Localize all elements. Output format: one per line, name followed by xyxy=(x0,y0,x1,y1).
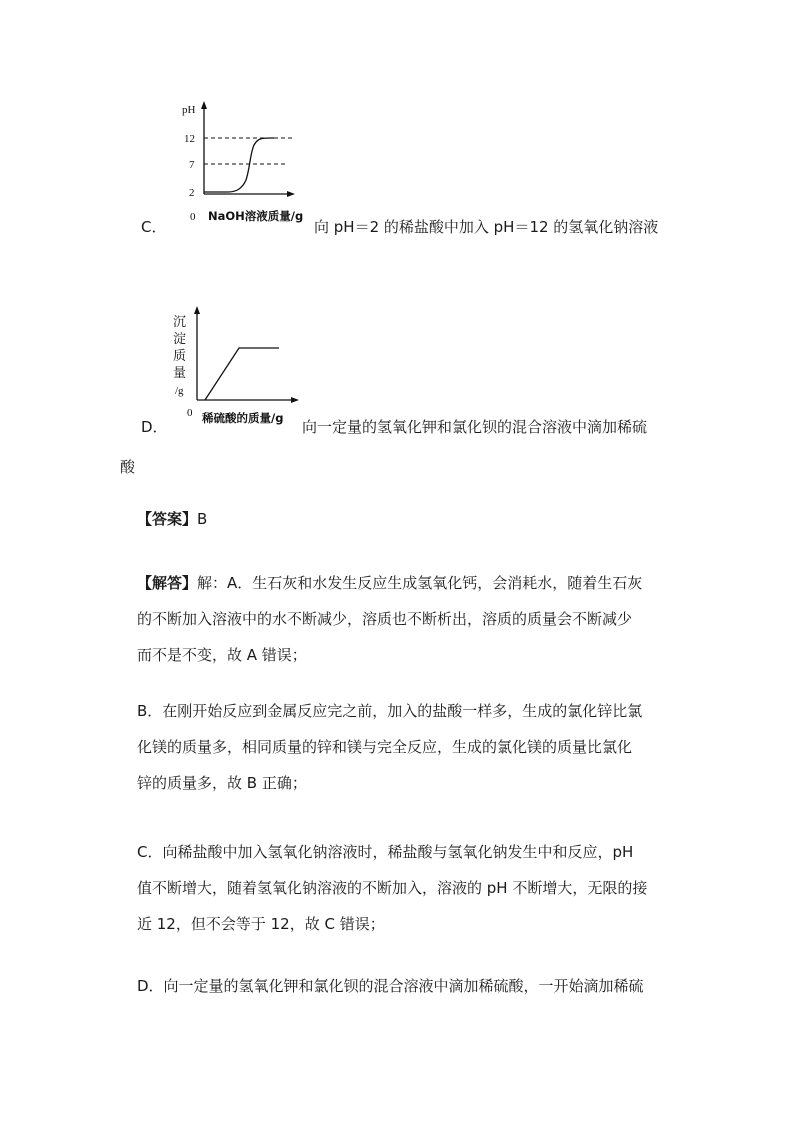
ph-curve-graph xyxy=(170,98,320,228)
analysis-line: 近 12，但不会等于 12，故 C 错误； xyxy=(137,915,385,933)
y-axis-arrow xyxy=(201,101,207,109)
answer-label: 【答案】 xyxy=(137,510,198,528)
option-d-letter: D． xyxy=(141,418,168,436)
analysis-label: 【解答】 xyxy=(137,574,198,592)
y-label-char: 沉 xyxy=(173,315,187,330)
analysis-line: 值不断增大，随着氢氧化钠溶液的不断加入，溶液的 pH 不断增大，无限的接 xyxy=(137,879,648,897)
precipitate-line xyxy=(205,348,279,400)
option-c-letter: C． xyxy=(141,218,167,236)
analysis-line: B．在刚开始反应到金属反应完之前，加入的盐酸一样多，生成的氯化锌比氯 xyxy=(137,702,643,720)
y-label-char: 淀 xyxy=(173,332,187,347)
y-label-char: /g xyxy=(175,385,184,397)
ph-curve xyxy=(204,138,274,192)
analysis-para-d xyxy=(137,968,677,1004)
origin-label: 0 xyxy=(190,211,196,223)
option-c-text: 向 pH＝2 的稀盐酸中加入 pH＝12 的氢氧化钠溶液 xyxy=(314,218,659,236)
y-label: pH xyxy=(182,104,196,116)
y-label-char: 质 xyxy=(173,349,187,364)
analysis-line: 而不是不变，故 A 错误； xyxy=(137,646,307,664)
x-label: NaOH溶液质量/g xyxy=(208,209,304,223)
x-label: 稀硫酸的质量/g xyxy=(202,411,284,425)
analysis-line: 锌的质量多，故 B 正确； xyxy=(137,774,307,792)
analysis-line: D．向一定量的氢氧化钾和氯化钡的混合溶液中滴加稀硫酸，一开始滴加稀硫 xyxy=(137,977,644,995)
analysis-line: 化镁的质量多，相同质量的锌和镁与完全反应，生成的氯化镁的质量比氯化 xyxy=(137,738,633,756)
x-axis-arrow xyxy=(291,397,299,403)
answer-line xyxy=(137,508,207,529)
analysis-para-a xyxy=(137,565,677,673)
analysis-para-b xyxy=(137,693,677,801)
option-d-text-line2: 酸 xyxy=(120,458,136,476)
y-label-char: 量 xyxy=(173,366,187,381)
analysis-line xyxy=(137,565,677,601)
y-tick-12: 12 xyxy=(184,133,195,145)
x-axis-arrow xyxy=(287,191,295,197)
answer-value: B xyxy=(197,510,208,528)
y-tick-2: 2 xyxy=(189,187,195,199)
y-tick-7: 7 xyxy=(189,159,195,171)
analysis-line: 的不断加入溶液中的水不断减少，溶质也不断析出，溶质的质量会不断减少 xyxy=(137,610,633,628)
origin-label: 0 xyxy=(187,407,193,419)
precipitate-graph xyxy=(165,300,310,430)
analysis-line: C．向稀盐酸中加入氢氧化钠溶液时，稀盐酸与氢氧化钠发生中和反应，pH xyxy=(137,843,634,861)
option-d-text-line1: 向一定量的氢氧化钾和氯化钡的混合溶液中滴加稀硫 xyxy=(302,418,648,436)
analysis-para-c xyxy=(137,834,677,942)
analysis-text: 解：A．生石灰和水发生反应生成氢氧化钙，会消耗水，随着生石灰 xyxy=(197,574,643,592)
y-axis-arrow xyxy=(194,306,200,314)
